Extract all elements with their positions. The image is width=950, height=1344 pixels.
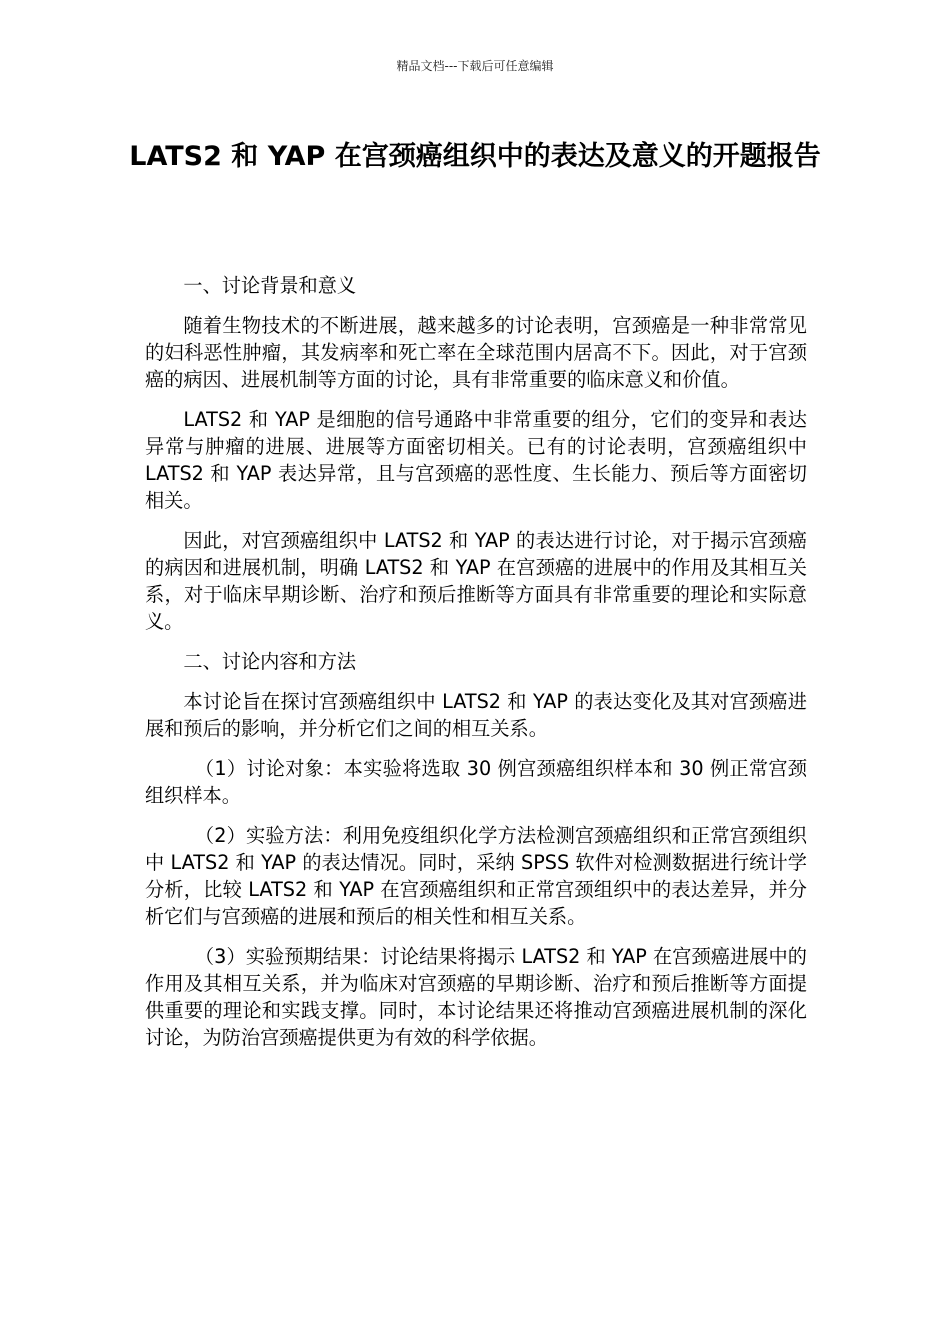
paragraph-background-3: 因此，对宫颈癌组织中 LATS2 和 YAP 的表达进行讨论，对于揭示宫颈癌的病因和进展机制，明确 LATS2 和 YAP 在宫颈癌的进展中的作用及其相互关系，对于临床早期诊断、治疗和预后推断等方面具有非常重要的理论和实际意义。 xyxy=(145,529,807,633)
section-heading-content: 二、讨论内容和方法 xyxy=(183,650,357,673)
list-item-methods: （2）实验方法：利用免疫组织化学方法检测宫颈癌组织和正常宫颈组织中 LATS2 和 YAP 的表达情况。同时，采纳 SPSS 软件对检测数据进行统计学分析，比较 LATS2 和 YAP 在宫颈癌组织和正常宫颈组织中的表达差异，并分析它们与宫颈癌的进展和预后的相关性和相互关系。 xyxy=(145,824,807,928)
list-item-subjects: （1）讨论对象：本实验将选取 30 例宫颈癌组织样本和 30 例正常宫颈组织样本。 xyxy=(145,757,807,807)
document-title: LATS2 和 YAP 在宫颈癌组织中的表达及意义的开题报告 xyxy=(129,141,821,172)
page-header-note: 精品文档---下载后可任意编辑 xyxy=(396,59,554,73)
paragraph-content-1: 本讨论旨在探讨宫颈癌组织中 LATS2 和 YAP 的表达变化及其对宫颈癌进展和预后的影响，并分析它们之间的相互关系。 xyxy=(145,690,807,740)
paragraph-background-1: 随着生物技术的不断进展，越来越多的讨论表明，宫颈癌是一种非常常见的妇科恶性肿瘤，其发病率和死亡率在全球范围内居高不下。因此，对于宫颈癌的病因、进展机制等方面的讨论，具有非常重要的临床意义和价值。 xyxy=(145,314,807,391)
paragraph-background-2: LATS2 和 YAP 是细胞的信号通路中非常重要的组分，它们的变异和表达异常与肿瘤的进展、进展等方面密切相关。已有的讨论表明，宫颈癌组织中 LATS2 和 YAP 表达异常，且与宫颈癌的恶性度、生长能力、预后等方面密切相关。 xyxy=(145,408,807,512)
document-body xyxy=(145,272,807,1064)
list-item-expected-results: （3）实验预期结果：讨论结果将揭示 LATS2 和 YAP 在宫颈癌进展中的作用及其相互关系，并为临床对宫颈癌的早期诊断、治疗和预后推断等方面提供重要的理论和实践支撑。同时，本讨论结果还将推动宫颈癌进展机制的深化讨论，为防治宫颈癌提供更为有效的科学依据。 xyxy=(145,945,807,1049)
section-heading-background: 一、讨论背景和意义 xyxy=(183,274,357,297)
